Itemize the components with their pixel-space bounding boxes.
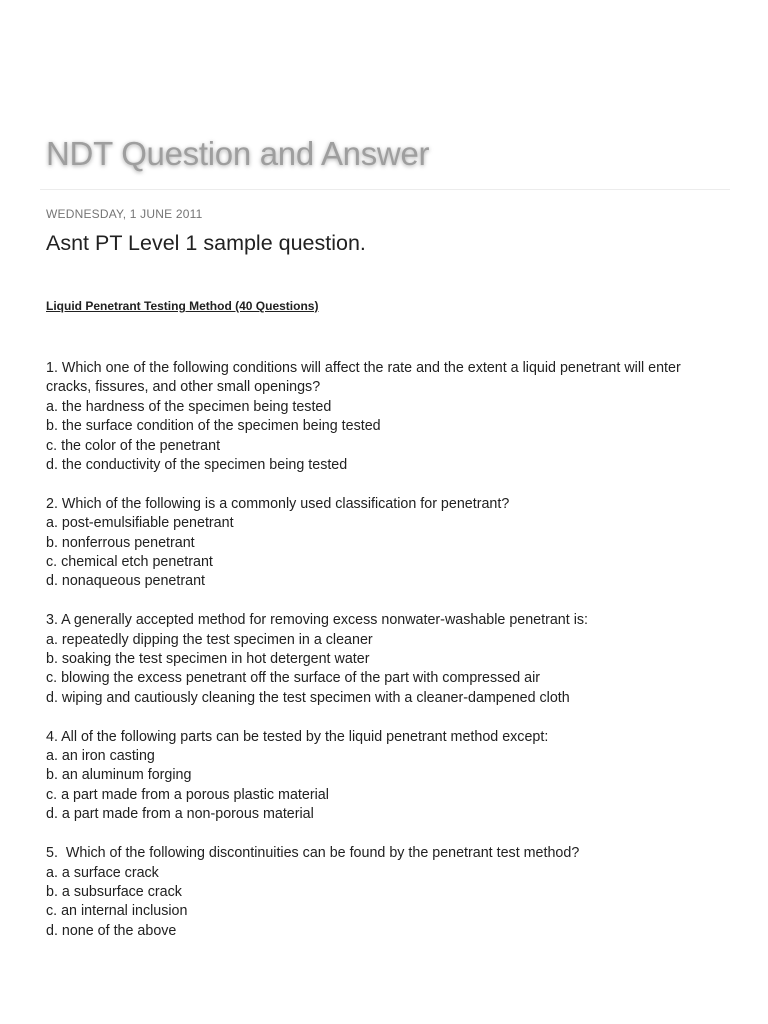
answer-option: a. post-emulsifiable penetrant xyxy=(46,515,234,532)
answer-option: c. chemical etch penetrant xyxy=(46,554,213,571)
answer-option: b. soaking the test specimen in hot detergent water xyxy=(46,651,370,668)
answer-option: c. a part made from a porous plastic material xyxy=(46,786,329,803)
header-divider xyxy=(40,189,730,190)
question-4 xyxy=(46,728,726,825)
answer-option: b. the surface condition of the specimen being tested xyxy=(46,418,381,435)
question-text: 1. Which one of the following conditions will affect the rate and the extent a liquid penetrant will enter cracks, fissures, and other small openings? xyxy=(46,360,685,396)
blog-header xyxy=(46,134,726,174)
question-2 xyxy=(46,495,726,592)
section-link[interactable]: Liquid Penetrant Testing Method (40 Questions) xyxy=(46,299,319,313)
answer-option: c. an internal inclusion xyxy=(46,903,188,920)
answer-option: a. an iron casting xyxy=(46,748,155,765)
question-list xyxy=(46,359,726,961)
answer-option: a. repeatedly dipping the test specimen in a cleaner xyxy=(46,631,373,648)
question-3 xyxy=(46,611,726,708)
answer-option: d. the conductivity of the specimen being tested xyxy=(46,457,348,474)
question-5 xyxy=(46,844,726,941)
answer-option: b. an aluminum forging xyxy=(46,767,192,784)
blog-title[interactable]: NDT Question and Answer xyxy=(46,135,430,172)
question-text: 4. All of the following parts can be tested by the liquid penetrant method except: xyxy=(46,728,549,745)
answer-option: a. a surface crack xyxy=(46,864,159,881)
post-title[interactable]: Asnt PT Level 1 sample question. xyxy=(46,231,366,255)
answer-option: b. nonferrous penetrant xyxy=(46,534,195,551)
question-text: 5. Which of the following discontinuities can be found by the penetrant test method? xyxy=(46,845,580,862)
answer-option: c. blowing the excess penetrant off the surface of the part with compressed air xyxy=(46,670,541,687)
question-text: 3. A generally accepted method for removing excess nonwater-washable penetrant is: xyxy=(46,612,589,629)
post-date: WEDNESDAY, 1 JUNE 2011 xyxy=(46,207,203,221)
question-1 xyxy=(46,359,726,475)
answer-option: c. the color of the penetrant xyxy=(46,437,221,454)
answer-option: d. none of the above xyxy=(46,922,177,939)
question-text: 2. Which of the following is a commonly used classification for penetrant? xyxy=(46,495,510,512)
answer-option: b. a subsurface crack xyxy=(46,883,182,900)
answer-option: d. nonaqueous penetrant xyxy=(46,573,205,590)
answer-option: d. wiping and cautiously cleaning the test specimen with a cleaner-dampened cloth xyxy=(46,689,570,706)
answer-option: d. a part made from a non-porous material xyxy=(46,806,314,823)
answer-option: a. the hardness of the specimen being tested xyxy=(46,398,332,415)
